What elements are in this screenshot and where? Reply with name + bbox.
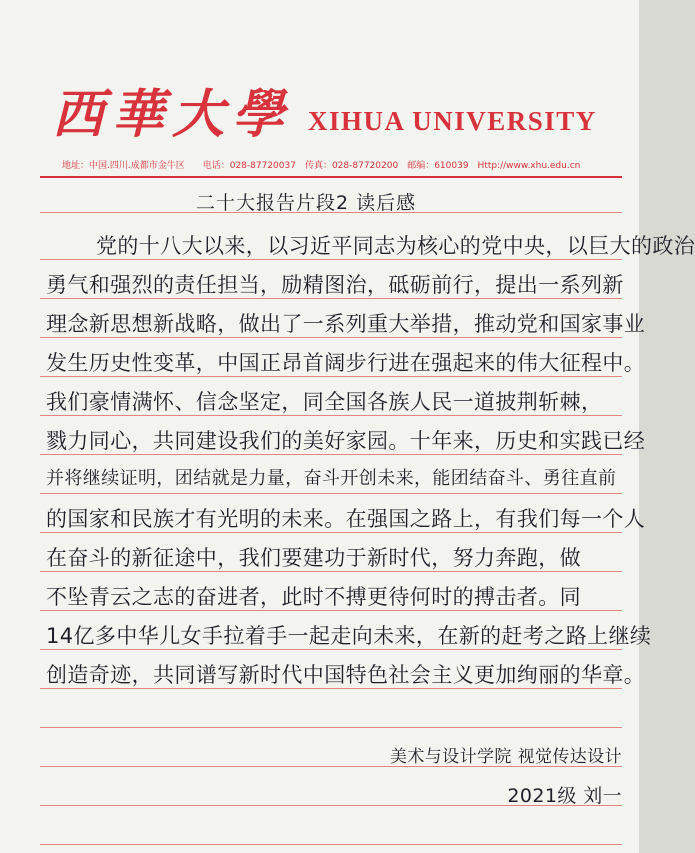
essay-line: 戮力同心，共同建设我们的美好家园。十年来，历史和实践已经 — [46, 429, 646, 453]
essay-line: 在奋斗的新征途中，我们要建功于新时代，努力奔跑，做 — [46, 546, 581, 570]
signature-department: 美术与设计学院 视觉传达设计 — [389, 747, 622, 767]
essay-line: 创造奇迹，共同谱写新时代中国特色社会主义更加绚丽的华章。 — [46, 663, 646, 687]
essay-line: 的国家和民族才有光明的未来。在强国之路上，有我们每一个人 — [46, 507, 646, 531]
ruled-line — [40, 493, 622, 494]
essay-line: 理念新思想新战略，做出了一系列重大举措，推动党和国家事业 — [46, 312, 646, 336]
signature-name: 2021级 刘一 — [507, 785, 622, 807]
essay-line: 勇气和强烈的责任担当，励精图治，砥砺前行，提出一系列新 — [46, 273, 624, 297]
essay-line: 发生历史性变革，中国正昂首阔步行进在强起来的伟大征程中。 — [46, 351, 646, 375]
ruled-line — [40, 844, 622, 845]
letterhead-contact-info: 地址：中国.四川.成都市金牛区 电话：028-87720037 传真：028-87720200 邮编：610039 Http://www.xhu.edu.cn — [62, 161, 581, 171]
essay-line: 不坠青云之志的奋进者，此时不搏更待何时的搏击者。同 — [46, 585, 581, 609]
essay-line: 我们豪情满怀、信念坚定，同全国各族人民一道披荆斩棘， — [46, 390, 603, 414]
letterhead-divider — [40, 176, 622, 178]
university-name-chinese: 西華大學 — [52, 84, 293, 145]
university-name-english: XIHUA UNIVERSITY — [308, 106, 597, 136]
ruled-line — [40, 727, 622, 728]
essay-title: 二十大报告片段2 读后感 — [196, 192, 417, 214]
essay-line: 并将继续证明，团结就是力量，奋斗开创未来，能团结奋斗、勇往直前 — [46, 468, 617, 489]
essay-line: 党的十八大以来，以习近平同志为核心的党中央，以巨大的政治 — [96, 234, 695, 258]
essay-line: 14亿多中华儿女手拉着手一起走向未来，在新的赶考之路上继续 — [46, 624, 652, 648]
